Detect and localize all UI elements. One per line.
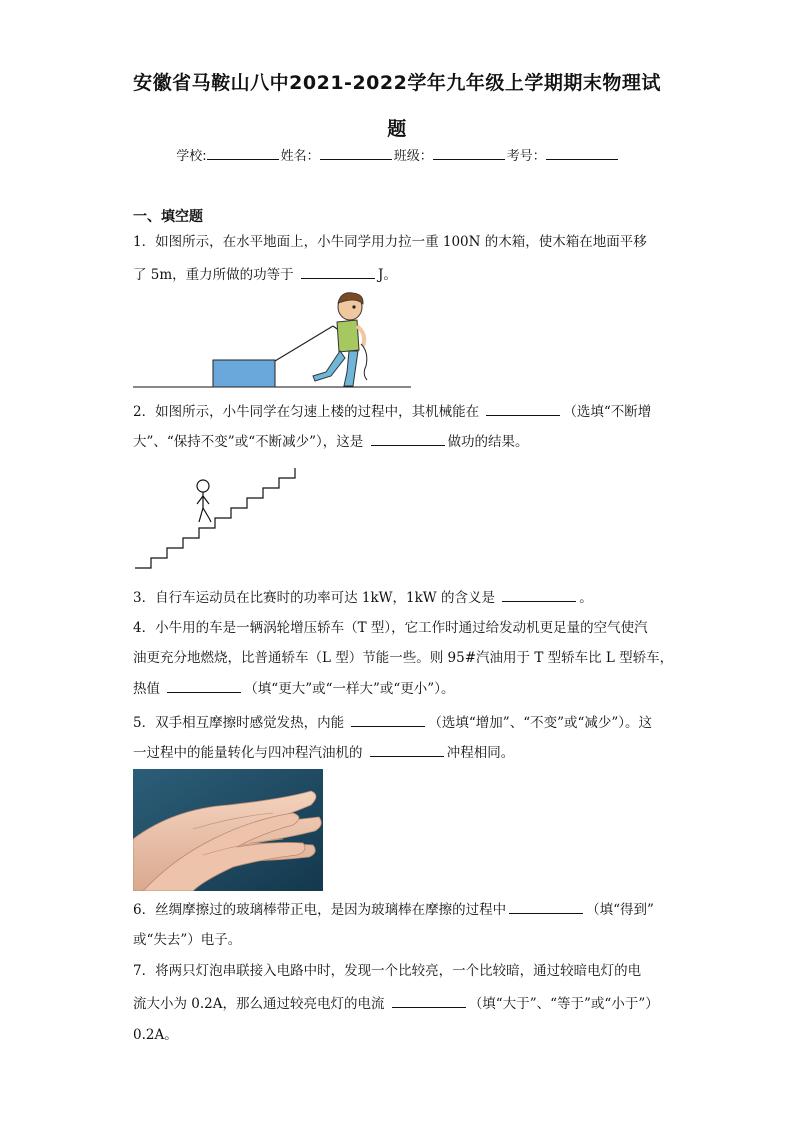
exam-number-blank[interactable] — [546, 147, 618, 160]
q2-line1 — [133, 401, 673, 422]
q3-text-b: 。 — [579, 590, 593, 606]
q3-text-a: 3．自行车运动员在比赛时的功率可达 1kW，1kW 的含义是 — [133, 590, 500, 606]
q7-line2 — [133, 993, 673, 1014]
q5-answer-blank-2[interactable] — [370, 742, 444, 757]
q5-text-c: 一过程中的能量转化与四冲程汽油机的 — [133, 745, 367, 761]
boy-figure — [313, 293, 367, 386]
q5-answer-blank-1[interactable] — [351, 712, 425, 727]
q4-line2: 油更充分地燃烧，比普通轿车（L 型）节能一些。则 95#汽油用于 T 型轿车比 L 型轿车， — [133, 650, 674, 666]
q2-text-d: 做功的结果。 — [447, 434, 529, 450]
pull-rope — [275, 326, 333, 361]
exam-number-label: 考号： — [506, 149, 546, 164]
school-label: 学校: — [176, 149, 207, 164]
q6-line1 — [133, 899, 673, 920]
q1-line2 — [133, 264, 673, 285]
document-title-continued: 题 — [387, 118, 407, 140]
student-info-row — [0, 145, 794, 164]
q7-line3: 0.2A。 — [133, 1027, 178, 1043]
name-blank[interactable] — [320, 147, 392, 160]
class-label: 班级： — [393, 149, 433, 164]
q1-text-a: 了 5m，重力所做的功等于 — [133, 267, 298, 283]
section-heading: 一、填空题 — [133, 209, 203, 225]
name-label: 姓名： — [280, 149, 320, 164]
q5-text-b: （选填“增加”、“不变”或“减少”）。这 — [428, 715, 653, 731]
wooden-box — [213, 360, 275, 387]
pulling-box-figure — [133, 290, 413, 390]
q6-text-b: （填“得到” — [586, 902, 654, 918]
q3-answer-blank[interactable] — [502, 587, 576, 602]
q7-answer-blank[interactable] — [392, 993, 466, 1008]
q2-text-b: （选填“不断增 — [563, 404, 652, 420]
class-blank[interactable] — [433, 147, 505, 160]
q5-text-d: 冲程相同。 — [446, 745, 515, 761]
q5-line2 — [133, 742, 673, 763]
q4-line3 — [133, 678, 673, 699]
q4-text-b: （填“更大”或“一样大”或“更小”）。 — [244, 681, 455, 697]
q4-answer-blank[interactable] — [167, 678, 241, 693]
q6-line2: 或“失去”）电子。 — [133, 932, 242, 948]
q4-line1: 4．小牛用的车是一辆涡轮增压轿车（T 型），它工作时通过给发动机更足量的空气使汽 — [133, 620, 648, 636]
q1-answer-blank[interactable] — [301, 264, 375, 279]
q2-answer-blank-2[interactable] — [371, 431, 445, 446]
q4-text-a: 热值 — [133, 681, 165, 697]
q3-line1 — [133, 587, 673, 608]
stairs-figure — [133, 462, 303, 572]
q5-text-a: 5．双手相互摩擦时感觉发热，内能 — [133, 715, 349, 731]
q2-answer-blank-1[interactable] — [486, 401, 560, 416]
q6-answer-blank[interactable] — [509, 899, 583, 914]
q7-text-b: （填“大于”、“等于”或“小于”） — [468, 996, 659, 1012]
school-blank[interactable] — [207, 147, 279, 160]
q2-text-c: 大”、“保持不变”或“不断减少”），这是 — [133, 434, 368, 450]
q2-text-a: 2．如图所示，小牛同学在匀速上楼的过程中，其机械能在 — [133, 404, 484, 420]
q7-text-a: 流大小为 0.2A，那么通过较亮电灯的电流 — [133, 996, 389, 1012]
staircase — [135, 468, 295, 568]
q1-line1: 1．如图所示，在水平地面上，小牛同学用力拉一重 100N 的木箱，使木箱在地面平移 — [133, 234, 647, 250]
q7-line1: 7．将两只灯泡串联接入电路中时，发现一个比较亮，一个比较暗，通过较暗电灯的电 — [133, 963, 642, 979]
q2-line2 — [133, 431, 673, 452]
stick-person — [197, 480, 211, 522]
q1-text-b: J。 — [377, 267, 397, 283]
rubbing-hands-photo — [133, 769, 323, 891]
q6-text-a: 6．丝绸摩擦过的玻璃棒带正电，是因为玻璃棒在摩擦的过程中 — [133, 902, 507, 918]
document-title: 安徽省马鞍山八中2021-2022学年九年级上学期期末物理试 — [133, 72, 661, 94]
q5-line1 — [133, 712, 673, 733]
